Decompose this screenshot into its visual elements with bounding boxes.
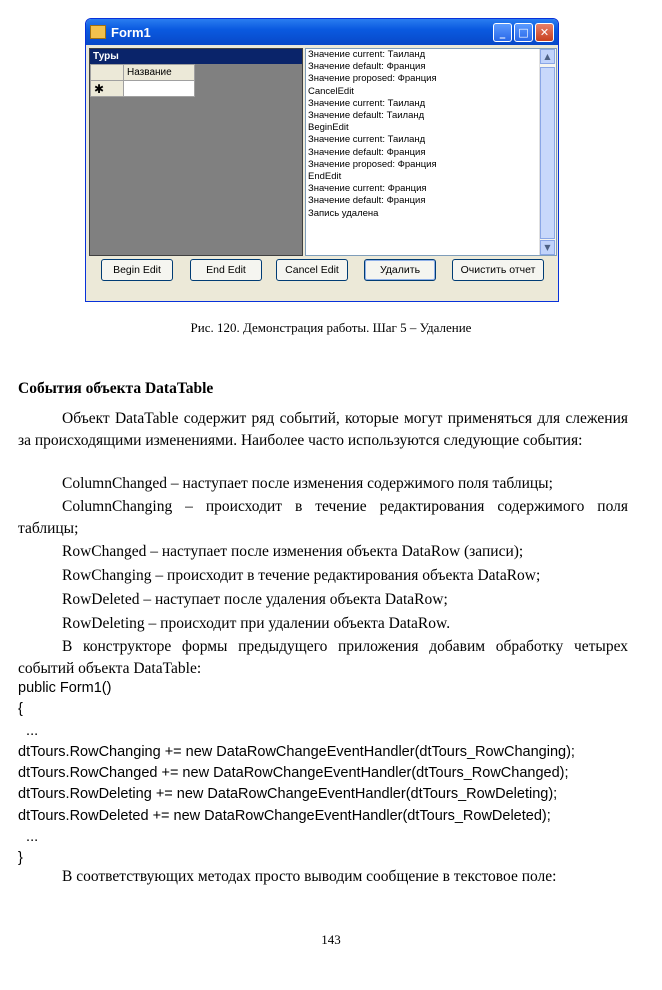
scroll-down-icon[interactable]: ▼ — [540, 240, 555, 255]
event-row-deleted: RowDeleted – наступает после удаления объекта DataRow; — [62, 591, 448, 608]
event-log-textbox[interactable] — [305, 48, 557, 256]
pre-code-paragraph: В конструкторе формы предыдущего приложения добавим обработку четырех событий объекта DataTable: — [18, 638, 628, 677]
log-line: EndEdit — [308, 171, 342, 183]
begin-edit-button[interactable]: Begin Edit — [101, 259, 173, 281]
log-line: Значение proposed: Франция — [308, 73, 437, 85]
log-line: Значение current: Таиланд — [308, 49, 426, 60]
event-column-changed: ColumnChanged – наступает после изменения содержимого поля таблицы; — [62, 475, 553, 492]
new-row-marker[interactable]: ✱ — [91, 81, 124, 97]
delete-button[interactable]: Удалить — [364, 259, 436, 281]
code-line: ... — [18, 722, 39, 739]
app-icon — [90, 25, 106, 39]
code-line: { — [18, 701, 23, 718]
code-line: public Form1() — [18, 680, 112, 696]
form1-window — [85, 18, 559, 302]
section-heading: События объекта DataTable — [18, 380, 214, 397]
log-line: Значение default: Таиланд — [308, 110, 425, 122]
event-column-changing: ColumnChanging – происходит в течение редактирования содержимого поля таблицы; — [18, 498, 628, 537]
maximize-button[interactable]: □ — [514, 23, 533, 42]
log-line: Значение default: Франция — [308, 146, 426, 158]
close-button[interactable]: ✕ — [535, 23, 554, 42]
code-line: dtTours.RowChanged += new DataRowChangeEventHandler(dtTours_RowChanged); — [18, 765, 569, 782]
cancel-edit-button[interactable]: Cancel Edit — [276, 259, 348, 281]
event-row-deleting: RowDeleting – происходит при удалении объекта DataRow. — [62, 615, 451, 632]
log-line: CancelEdit — [308, 85, 354, 97]
code-line: dtTours.RowDeleted += new DataRowChangeEventHandler(dtTours_RowDeleted); — [18, 807, 551, 824]
code-line: } — [18, 850, 23, 867]
event-row-changing: RowChanging – происходит в течение редактирования объекта DataRow; — [62, 567, 541, 584]
intro-paragraph: Объект DataTable содержит ряд событий, которые могут применяться для слежения за происходящими изменениями. Наиболее часто используются следующие события: — [18, 410, 628, 449]
page-number: 143 — [321, 932, 341, 947]
title-bar[interactable] — [86, 19, 558, 45]
scroll-thumb[interactable] — [540, 67, 555, 239]
grid-column-header-name[interactable]: Название — [124, 65, 195, 81]
event-row-changed: RowChanged – наступает после изменения объекта DataRow (записи); — [62, 543, 524, 560]
clear-report-button[interactable]: Очистить отчет — [452, 259, 544, 281]
closing-paragraph: В соответствующих методах просто выводим сообщение в текстовое поле: — [62, 868, 557, 885]
grid-new-row-cell[interactable] — [124, 81, 195, 97]
code-line: ... — [18, 829, 39, 846]
window-title: Form1 — [111, 24, 151, 40]
log-line: Значение current: Таиланд — [308, 97, 426, 109]
log-line: Значение current: Франция — [308, 183, 427, 195]
log-line: Значение current: Таиланд — [308, 134, 426, 146]
log-line: BeginEdit — [308, 122, 349, 134]
grid-caption: Туры — [90, 49, 302, 64]
code-block — [18, 678, 575, 870]
log-line: Значение default: Франция — [308, 195, 426, 207]
log-line: Значение default: Франция — [308, 61, 426, 73]
event-log-lines — [308, 49, 538, 220]
minimize-button[interactable]: _ — [493, 23, 512, 42]
tours-data-grid[interactable] — [89, 48, 303, 256]
log-scrollbar[interactable] — [539, 49, 556, 255]
code-line: dtTours.RowDeleting += new DataRowChangeEventHandler(dtTours_RowDeleting); — [18, 786, 558, 803]
log-line: Значение proposed: Франция — [308, 158, 437, 170]
scroll-up-icon[interactable]: ▲ — [540, 49, 555, 64]
grid-corner-cell[interactable] — [91, 65, 124, 81]
figure-caption: Рис. 120. Демонстрация работы. Шаг 5 – Удаление — [190, 320, 472, 335]
log-line: Запись удалена — [308, 207, 379, 219]
end-edit-button[interactable]: End Edit — [190, 259, 262, 281]
code-line: dtTours.RowChanging += new DataRowChangeEventHandler(dtTours_RowChanging); — [18, 743, 575, 760]
